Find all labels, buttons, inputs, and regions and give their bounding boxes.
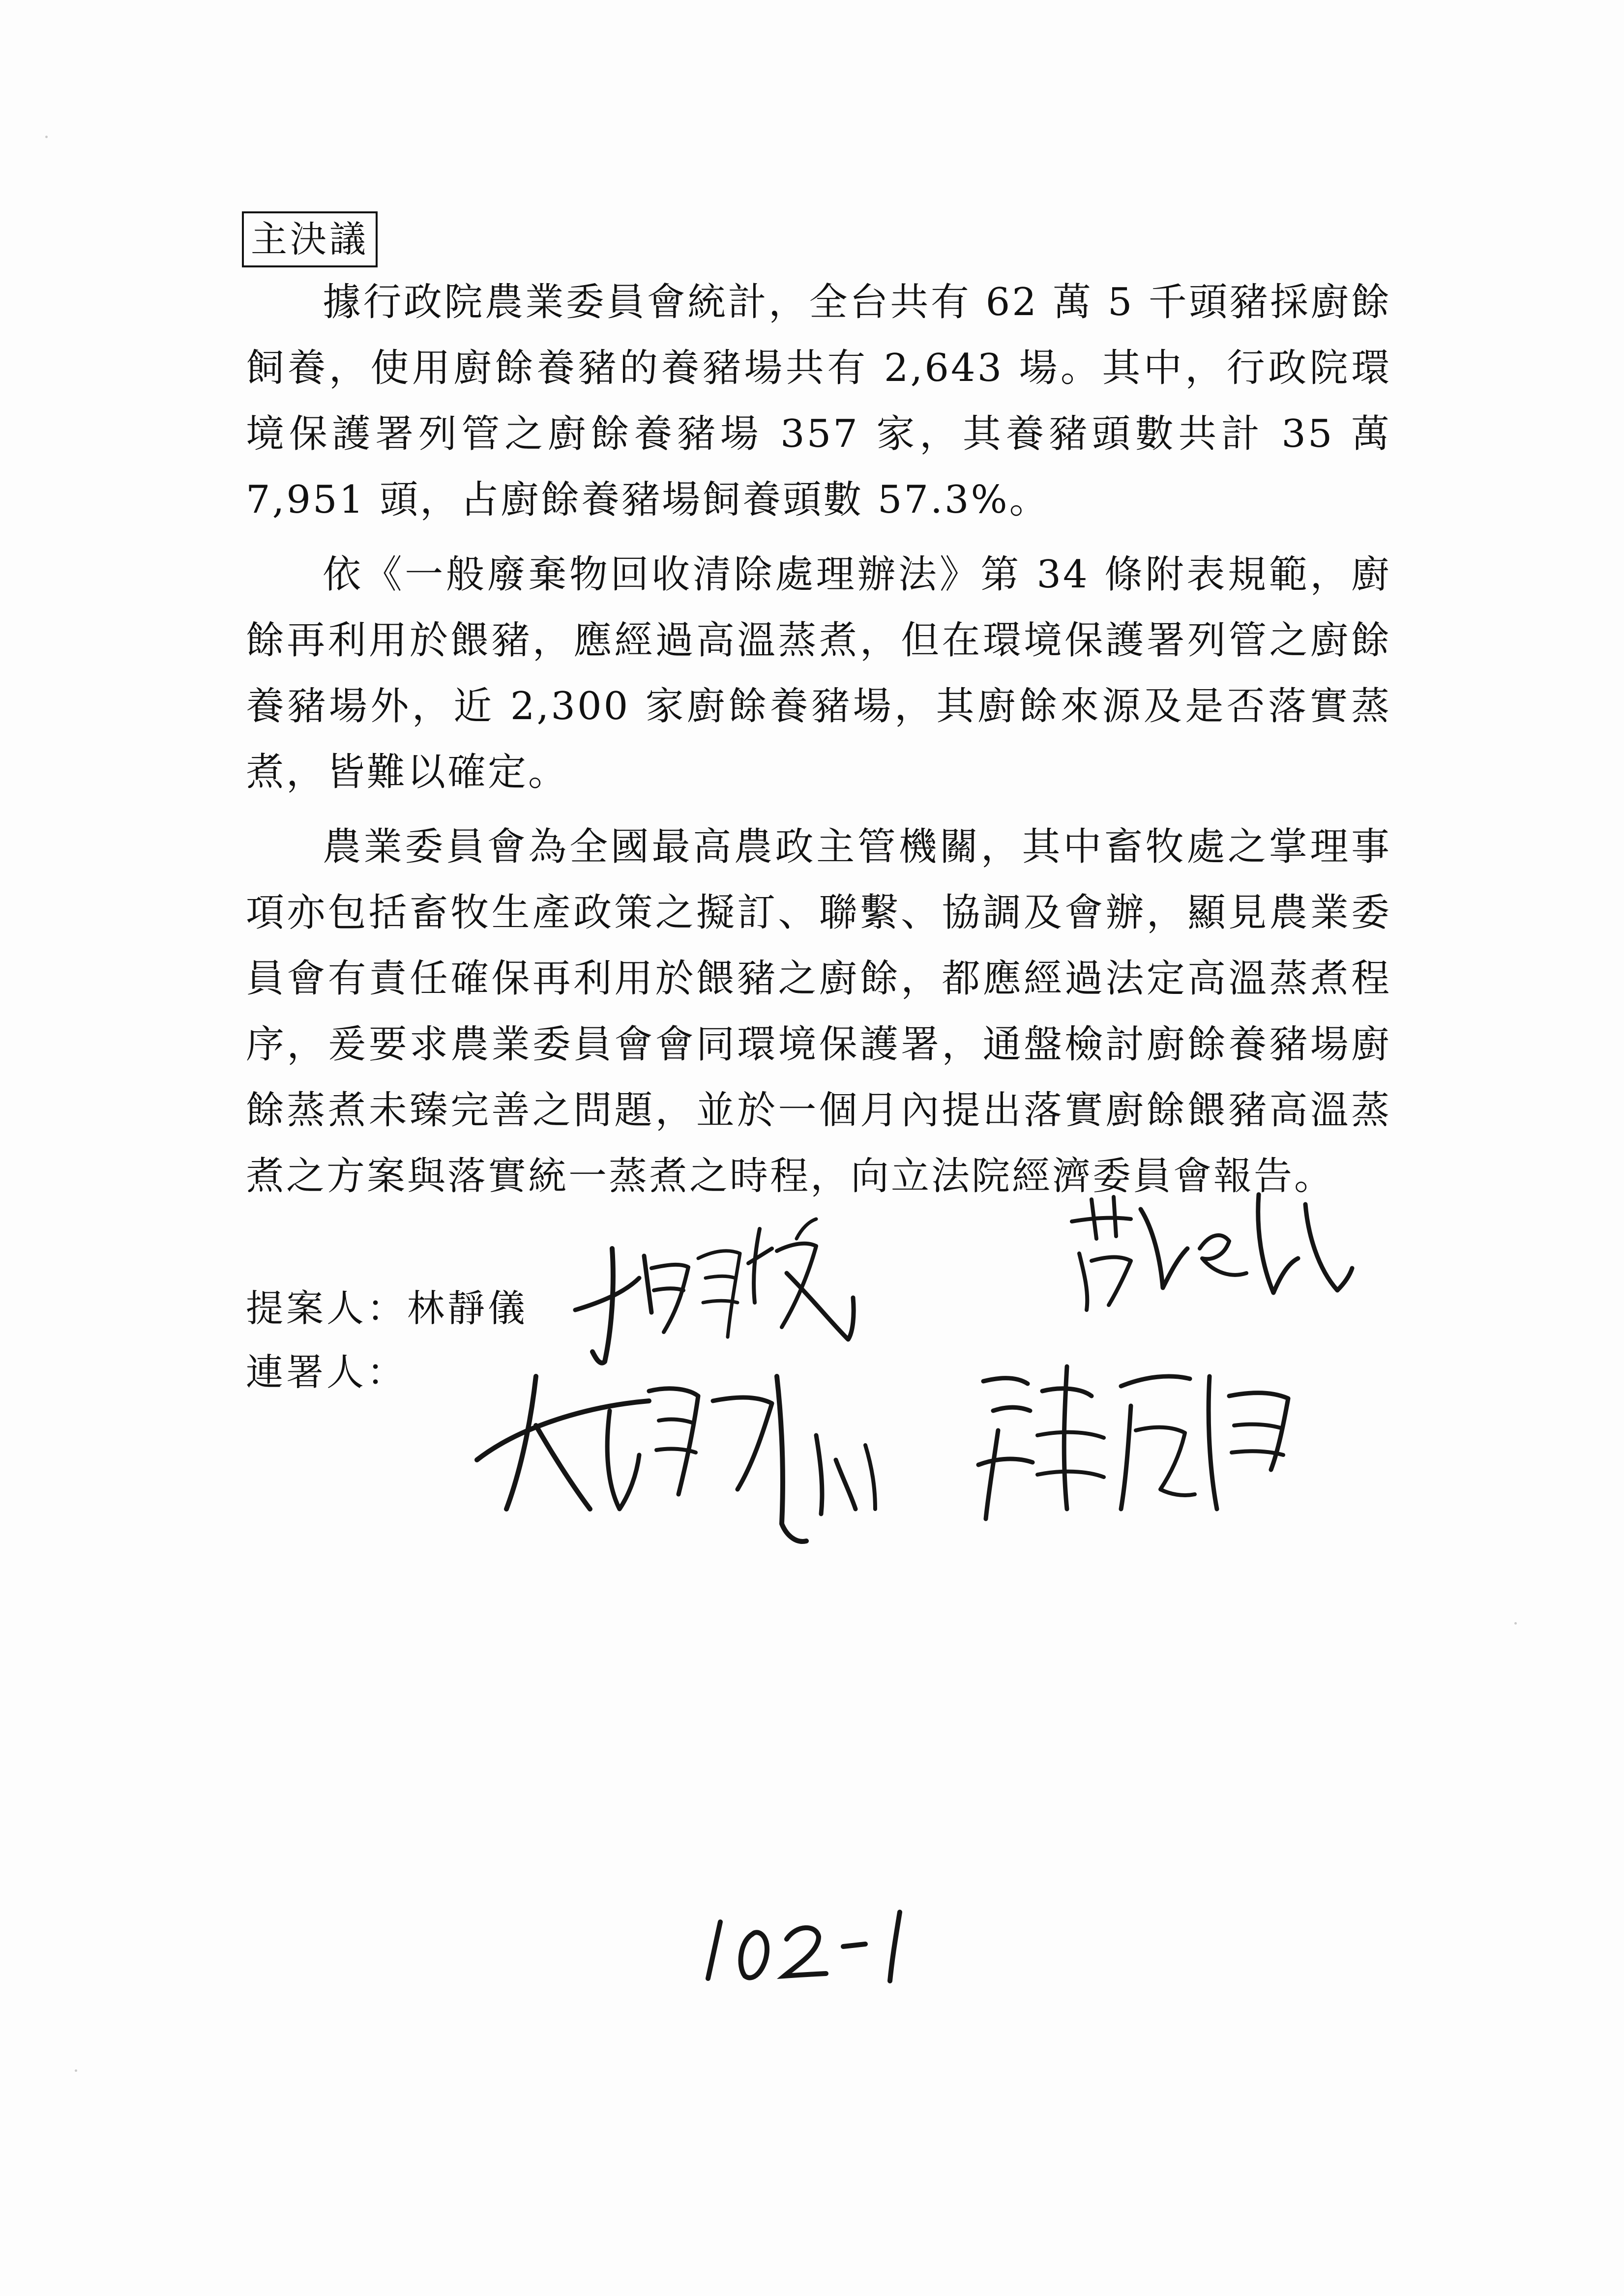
handwritten-signature-cosigner-3 (964, 1347, 1318, 1534)
document-body (246, 269, 1391, 1218)
handwritten-signature-cosigner-1 (1062, 1175, 1367, 1322)
proposer-label: 提案人： (246, 1286, 407, 1330)
proposer-name: 林靜儀 (407, 1286, 528, 1330)
handwritten-page-number (693, 1907, 949, 1986)
body-paragraph-2: 依《一般廢棄物回收清除處理辦法》第 34 條附表規範，廚餘再利用於餵豬，應經過高溫蒸煮，但在環境保護署列管之廚餘養豬場外，近 2,300 家廚餘養豬場，其廚餘來源及是否落實蒸煮，皆難以確定。 (246, 552, 1391, 794)
body-paragraph-3: 農業委員會為全國最高農政主管機關，其中畜牧處之掌理事項亦包括畜牧生產政策之擬訂、聯繫、協調及會辦，顯見農業委員會有責任確保再利用於餵豬之廚餘，都應經過法定高溫蒸煮程序，爰要求農業委員會會同環境保護署，通盤檢討廚餘養豬場廚餘蒸煮未臻完善之問題，並於一個月內提出落實廚餘餵豬高溫蒸煮之方案與落實統一蒸煮之時程，向立法院經濟委員會報告。 (246, 825, 1391, 1198)
body-paragraph-1: 據行政院農業委員會統計，全台共有 62 萬 5 千頭豬採廚餘飼養，使用廚餘養豬的養豬場共有 2,643 場。其中，行政院環境保護署列管之廚餘養豬場 357 家，其養豬頭數共計 35 萬 7,951 頭，占廚餘養豬場飼養頭數 57.3%。 (246, 280, 1391, 522)
scan-speck (1514, 1622, 1517, 1625)
scan-speck (45, 136, 48, 138)
cosigner-label: 連署人： (246, 1350, 407, 1394)
section-heading: 主決議 (242, 211, 378, 267)
handwritten-signature-cosigner-2 (462, 1347, 924, 1563)
proposer-line (246, 1284, 528, 1333)
scan-speck (75, 2069, 77, 2072)
